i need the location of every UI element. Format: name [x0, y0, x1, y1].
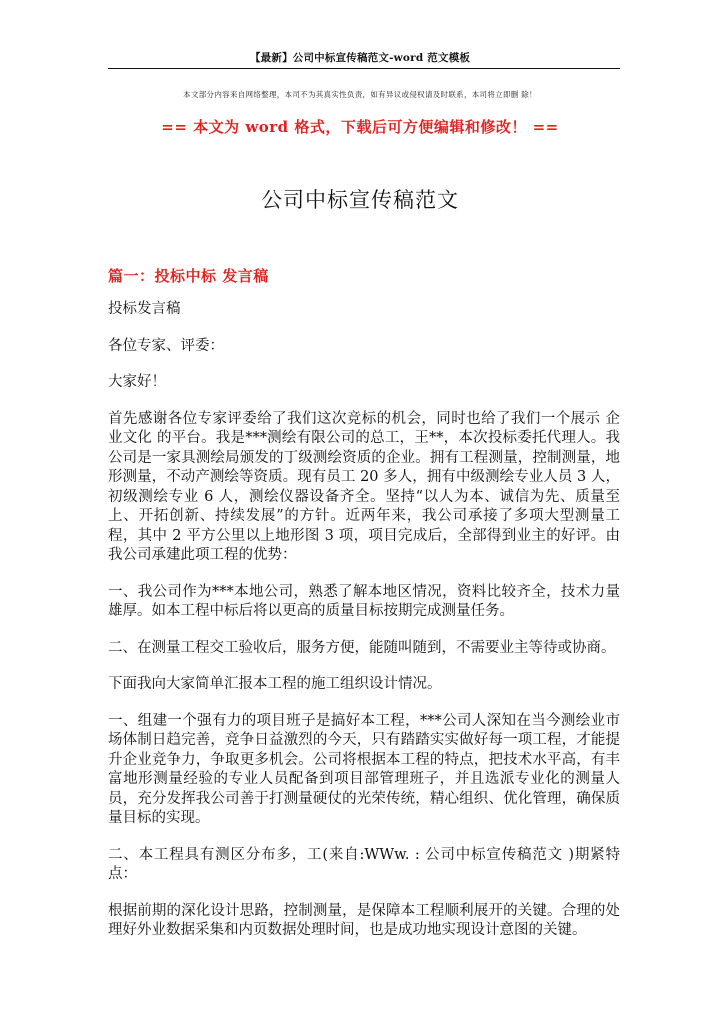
paragraph: 二、本工程具有测区分布多，工(来自:WWw. : 公司中标宣传稿范文 )期紧特点：: [108, 846, 620, 882]
paragraph: 各位专家、评委：: [108, 337, 224, 354]
format-notice: == 本文为 word 格式，下载后可方便编辑和修改！ ==: [161, 118, 559, 136]
paragraph: 一、我公司作为***本地公司，熟悉了解本地区情况，资料比较齐全，技术力量雄厚。如本工程中标后将以更高的质量目标按期完成测量任务。: [108, 583, 620, 619]
paragraph: 大家好！: [108, 374, 166, 390]
page-header-title: 【最新】公司中标宣传稿范文-word 范文模板: [249, 52, 471, 64]
paragraph: 下面我向大家简单汇报本工程的施工组织设计情况。: [108, 676, 442, 692]
header-divider: [108, 68, 620, 69]
section-heading: 篇一：投标中标 发言稿: [108, 267, 269, 285]
paragraph: 投标发言稿: [108, 301, 181, 317]
document-body: [108, 266, 620, 955]
paragraph: 首先感谢各位专家评委给了我们这次竞标的机会，同时也给了我们一个展示 企业文化 的平台。我是***测绘有限公司的总工，王**，本次投标委托代理人。我公司是一家具测绘局颁发的丁级测绘资质的企业。拥有工程测量，控制测量，地形测量，不动产测绘等资质。现有员工 20 多人，拥有中级测绘专业人员 3 人，初级测绘专业 6 人，测绘仪器设备齐全。坚持“以人为本、诚信为先、质量至上、开拓创新、持续发展”的方针。近两年来，我公司承接了多项大型测量工程，其中 2 平方公里以上地形图 3 项，项目完成后，全部得到业主的好评。由我公司承建此项工程的优势：: [108, 410, 620, 563]
paragraph: 一、组建一个强有力的项目班子是搞好本工程，***公司人深知在当今测绘业市场体制日趋完善，竞争日益激烈的今天，只有踏踏实实做好每一项工程，才能提升企业竞争力，争取更多机会。公司将根据本工程的特点，把技术水平高，有丰富地形测量经验的专业人员配备到项目部管理班子，并且选派专业化的测量人员，充分发挥我公司善于打测量硬仗的光荣传统，精心组织、优化管理，确保质量目标的实现。: [108, 712, 620, 826]
paragraph: 二、在测量工程交工验收后，服务方便，能随叫随到，不需要业主等待或协商。: [108, 639, 616, 656]
paragraph: 根据前期的深化设计思路，控制测量，是保障本工程顺利展开的关键。合理的处理好外业数据采集和内页数据处理时间，也是成功地实现设计意图的关键。: [108, 902, 620, 938]
disclaimer-text: 本文部分内容来自网络整理，本司不为其真实性负责，如有异议或侵权请及时联系，本司将立即删 除！: [183, 90, 537, 99]
document-title: 公司中标宣传稿范文: [261, 188, 459, 212]
